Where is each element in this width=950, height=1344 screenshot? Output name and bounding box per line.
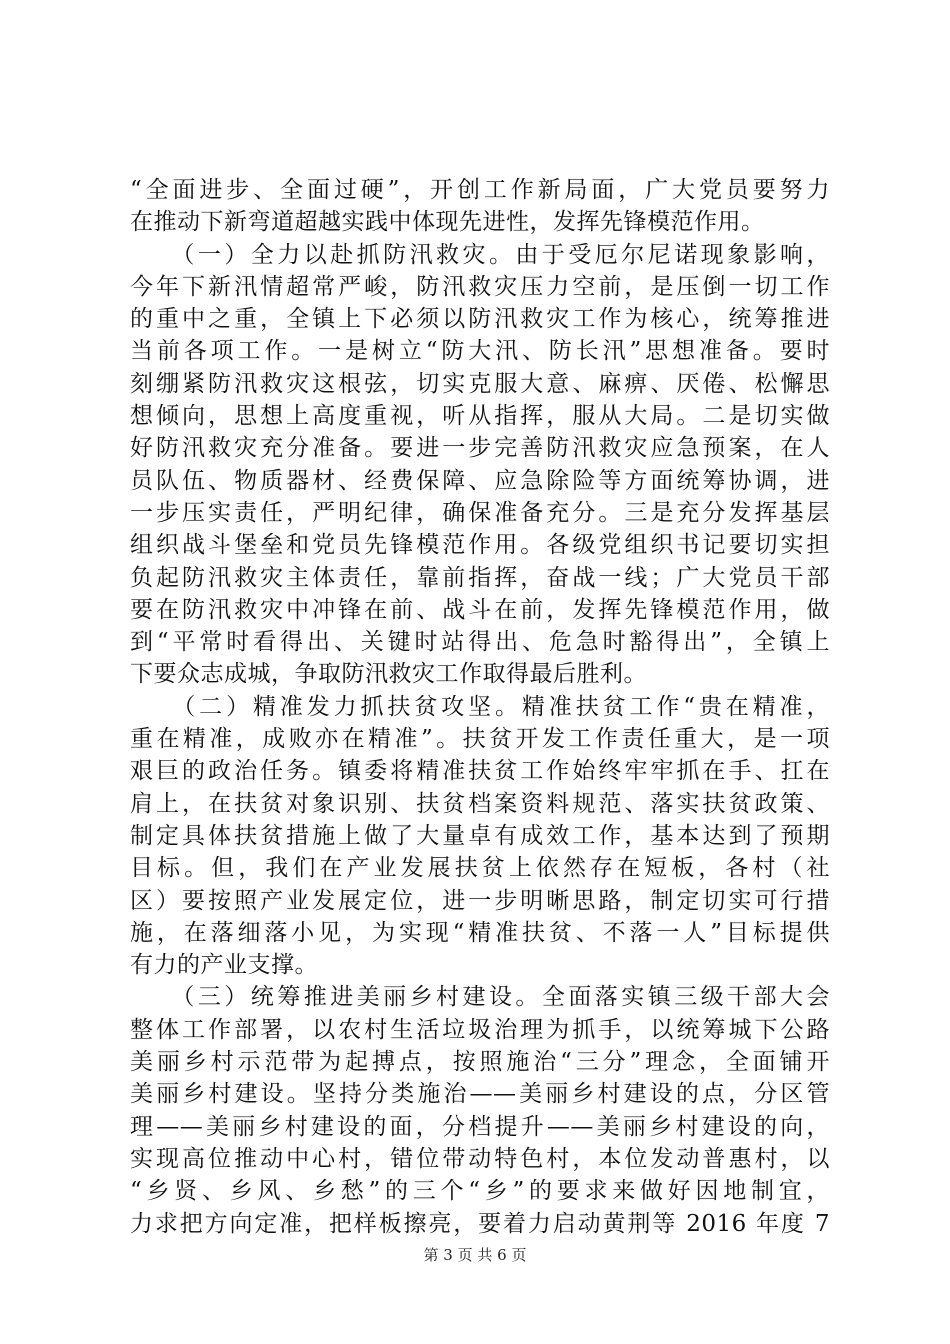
text-line: 在推动下新弯道超越实践中体现先进性，发挥先锋模范作用。 <box>130 209 765 236</box>
text-line: 实现高位推动中心村，错位带动特色村，本位发动普惠村，以 <box>130 1145 830 1172</box>
text-line: “全面进步、全面过硬”，开创工作新局面，广大党员要努力 <box>130 177 830 203</box>
text-line: 负起防汛救灾主体责任，靠前指挥，奋战一线；广大党员干部 <box>130 564 830 591</box>
text-line: 一步压实责任，严明纪律，确保准备充分。三是充分发挥基层 <box>130 499 830 526</box>
text-line: 制定具体扶贫措施上做了大量卓有成效工作，基本达到了预期 <box>130 822 830 849</box>
text-line: 当前各项工作。一是树立“防大汛、防长汛”思想准备。要时 <box>130 338 830 365</box>
text-line: 美丽乡村建设。坚持分类施治——美丽乡村建设的点，分区管 <box>130 1081 830 1108</box>
text-line: 到“平常时看得出、关键时站得出、危急时豁得出”，全镇上 <box>130 629 830 656</box>
text-line: 施，在落细落小见，为实现“精准扶贫、不落一人”目标提供 <box>130 919 830 946</box>
text-line: 肩上，在扶贫对象识别、扶贫档案资料规范、落实扶贫政策、 <box>130 790 830 817</box>
text-line: 有力的产业支撑。 <box>130 952 318 979</box>
body-text <box>130 174 830 1240</box>
text-line: 组织战斗堡垒和党员先锋模范作用。各级党组织书记要切实担 <box>130 532 830 559</box>
text-line: 美丽乡村示范带为起搏点，按照施治“三分”理念，全面铺开 <box>130 1049 830 1076</box>
text-line: 理——美丽乡村建设的面，分档提升——美丽乡村建设的向， <box>130 1113 830 1140</box>
text-line: 区）要按照产业发展定位，进一步明晰思路，制定切实可行措 <box>130 887 830 914</box>
text-line: 重在精准，成败亦在精准”。扶贫开发工作责任重大，是一项 <box>130 726 830 753</box>
text-line: （二）精准发力抓扶贫攻坚。精准扶贫工作“贵在精准， <box>130 693 830 720</box>
text-line: 想倾向，思想上高度重视，听从指挥，服从大局。二是切实做 <box>130 403 830 430</box>
text-line: “乡贤、乡风、乡愁”的三个“乡”的要求来做好因地制宜， <box>130 1178 830 1205</box>
text-line: 艰巨的政治任务。镇委将精准扶贫工作始终牢牢抓在手、扛在 <box>130 758 830 785</box>
text-line: 下要众志成城，争取防汛救灾工作取得最后胜利。 <box>130 661 647 688</box>
text-line: 目标。但，我们在产业发展扶贫上依然存在短板，各村（社 <box>130 855 830 882</box>
page-footer: 第 3 页 共 6 页 <box>423 1246 527 1264</box>
text-line: 的重中之重，全镇上下必须以防汛救灾工作为核心，统筹推进 <box>130 306 830 333</box>
text-line: 力求把方向定准，把样板擦亮，要着力启动黄荆等 2016 年度 7 <box>130 1210 830 1237</box>
text-line: 要在防汛救灾中冲锋在前、战斗在前，发挥先锋模范作用，做 <box>130 596 830 623</box>
text-line: （三）统筹推进美丽乡村建设。全面落实镇三级干部大会 <box>130 984 830 1011</box>
text-line: 好防汛救灾充分准备。要进一步完善防汛救灾应急预案，在人 <box>130 435 830 462</box>
text-line: 整体工作部署，以农村生活垃圾治理为抓手，以统筹城下公路 <box>130 1016 830 1043</box>
text-line: 员队伍、物质器材、经费保障、应急除险等方面统筹协调，进 <box>130 467 830 494</box>
text-line: （一）全力以赴抓防汛救灾。由于受厄尔尼诺现象影响， <box>130 241 830 268</box>
text-line: 刻绷紧防汛救灾这根弦，切实克服大意、麻痹、厌倦、松懈思 <box>130 370 830 397</box>
text-line: 今年下新汛情超常严峻，防汛救灾压力空前，是压倒一切工作 <box>130 273 830 300</box>
